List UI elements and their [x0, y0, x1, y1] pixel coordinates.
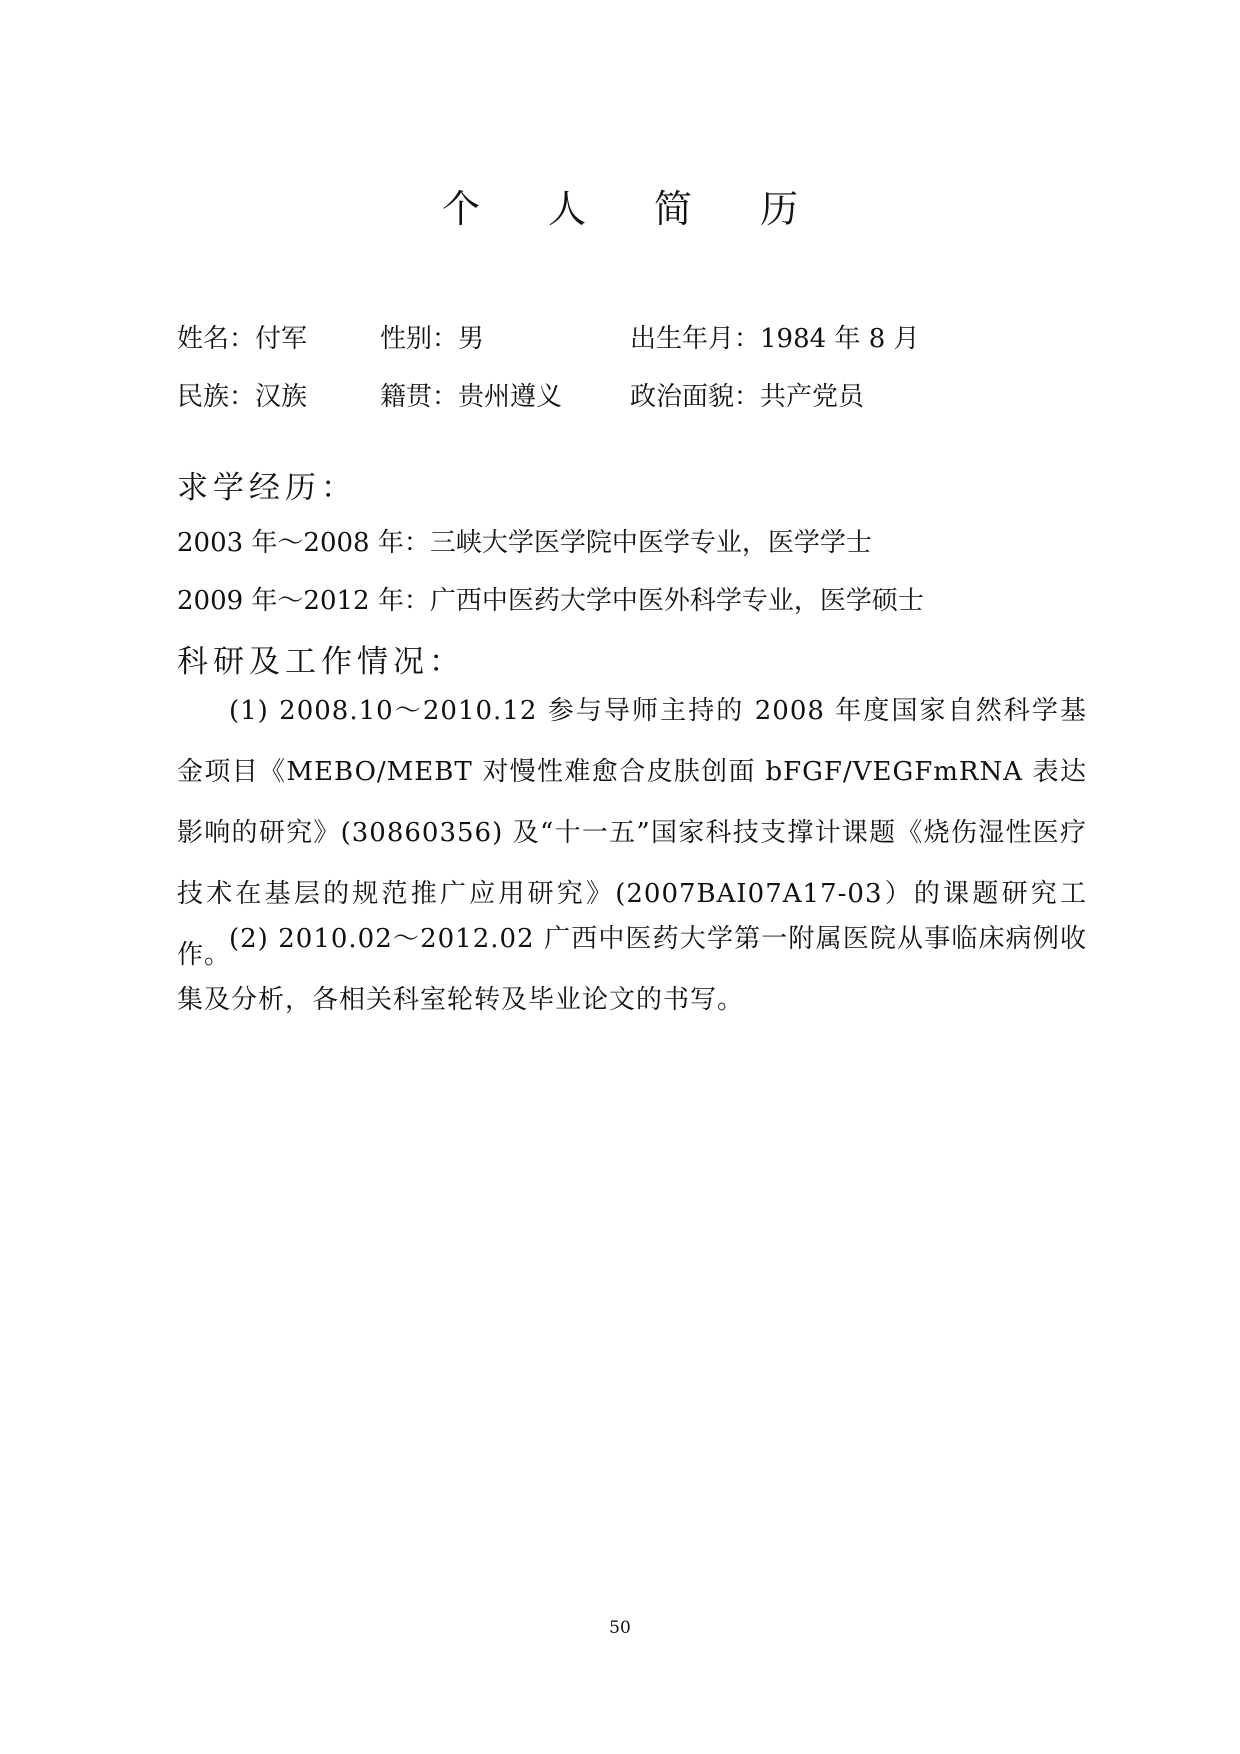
research-paragraph: (2) 2010.02～2012.02 广西中医药大学第一附属医院从事临床病例收集及分析，各相关科室轮转及毕业论文的书写。: [177, 924, 1087, 1015]
page-title: 个 人 简 历: [441, 187, 827, 231]
page-number: 50: [609, 1618, 631, 1638]
education-heading: 求学经历：: [177, 470, 357, 506]
name-field: 姓名：付军: [177, 324, 308, 354]
research-paragraph: (1) 2008.10～2010.12 参与导师主持的 2008 年度国家自然科学基金项目《MEBO/MEBT 对慢性难愈合皮肤创面 bFGF/VEGFmRNA 表达影响的研究》(30860356) 及“十一五”国家科技支撑计课题《烧伤湿性医疗技术在基层的规范推广应用研究》(2007BAI07A17-03）的课题研究工作。: [177, 696, 1087, 970]
education-item: 2009 年～2012 年：广西中医药大学中医外科学专业，医学硕士: [177, 586, 924, 616]
ethnicity-field: 民族：汉族: [177, 382, 308, 412]
political-field: 政治面貌：共产党员: [630, 382, 865, 412]
birth-field: 出生年月：1984 年 8 月: [630, 324, 920, 354]
hometown-field: 籍贯：贵州遵义: [380, 382, 563, 412]
education-item: 2003 年～2008 年：三峡大学医学院中医学专业，医学学士: [177, 528, 872, 558]
gender-field: 性别：男: [380, 324, 485, 354]
research-heading: 科研及工作情况：: [177, 644, 465, 680]
